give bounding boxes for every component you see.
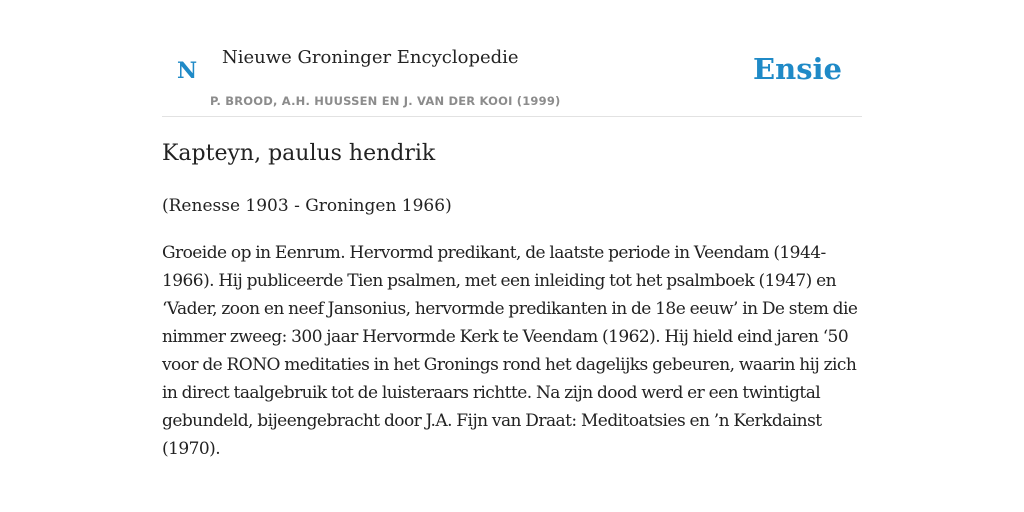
encyclopedia-authors: P. BROOD, A.H. HUUSSEN EN J. VAN DER KOOI (1999) bbox=[210, 94, 561, 108]
page-title: Kapteyn, paulus hendrik bbox=[162, 141, 436, 166]
ensie-logo[interactable]: Ensie bbox=[753, 52, 842, 86]
encyclopedia-title[interactable]: Nieuwe Groninger Encyclopedie bbox=[222, 47, 519, 68]
header bbox=[162, 0, 862, 117]
article-body: Groeide op in Eenrum. Hervormd predikant, de laatste periode in Veendam (1944-1966). Hij publiceerde Tien psalmen, met een inleiding tot het psalmboek (1947) en ‘Vader, zoon en neef Jansonius, hervormde predikanten in de 18e eeuw’ in De stem die nimmer zweeg: 300 jaar Hervormde Kerk te Veendam (1962). Hij hield eind jaren ‘50 voor de RONO meditaties in het Gronings rond het dagelijks gebeuren, waarin hij zich in direct taalgebruik tot de luisteraars richtte. Na zijn dood werd er een twintigtal gebundeld, bijeengebracht door J.A. Fijn van Draat: Meditoatsies en ’n Kerkdainst (1970). bbox=[162, 243, 858, 459]
article-subtitle: (Renesse 1903 - Groningen 1966) bbox=[162, 196, 452, 216]
encyclopedia-logo[interactable]: N bbox=[177, 58, 198, 84]
